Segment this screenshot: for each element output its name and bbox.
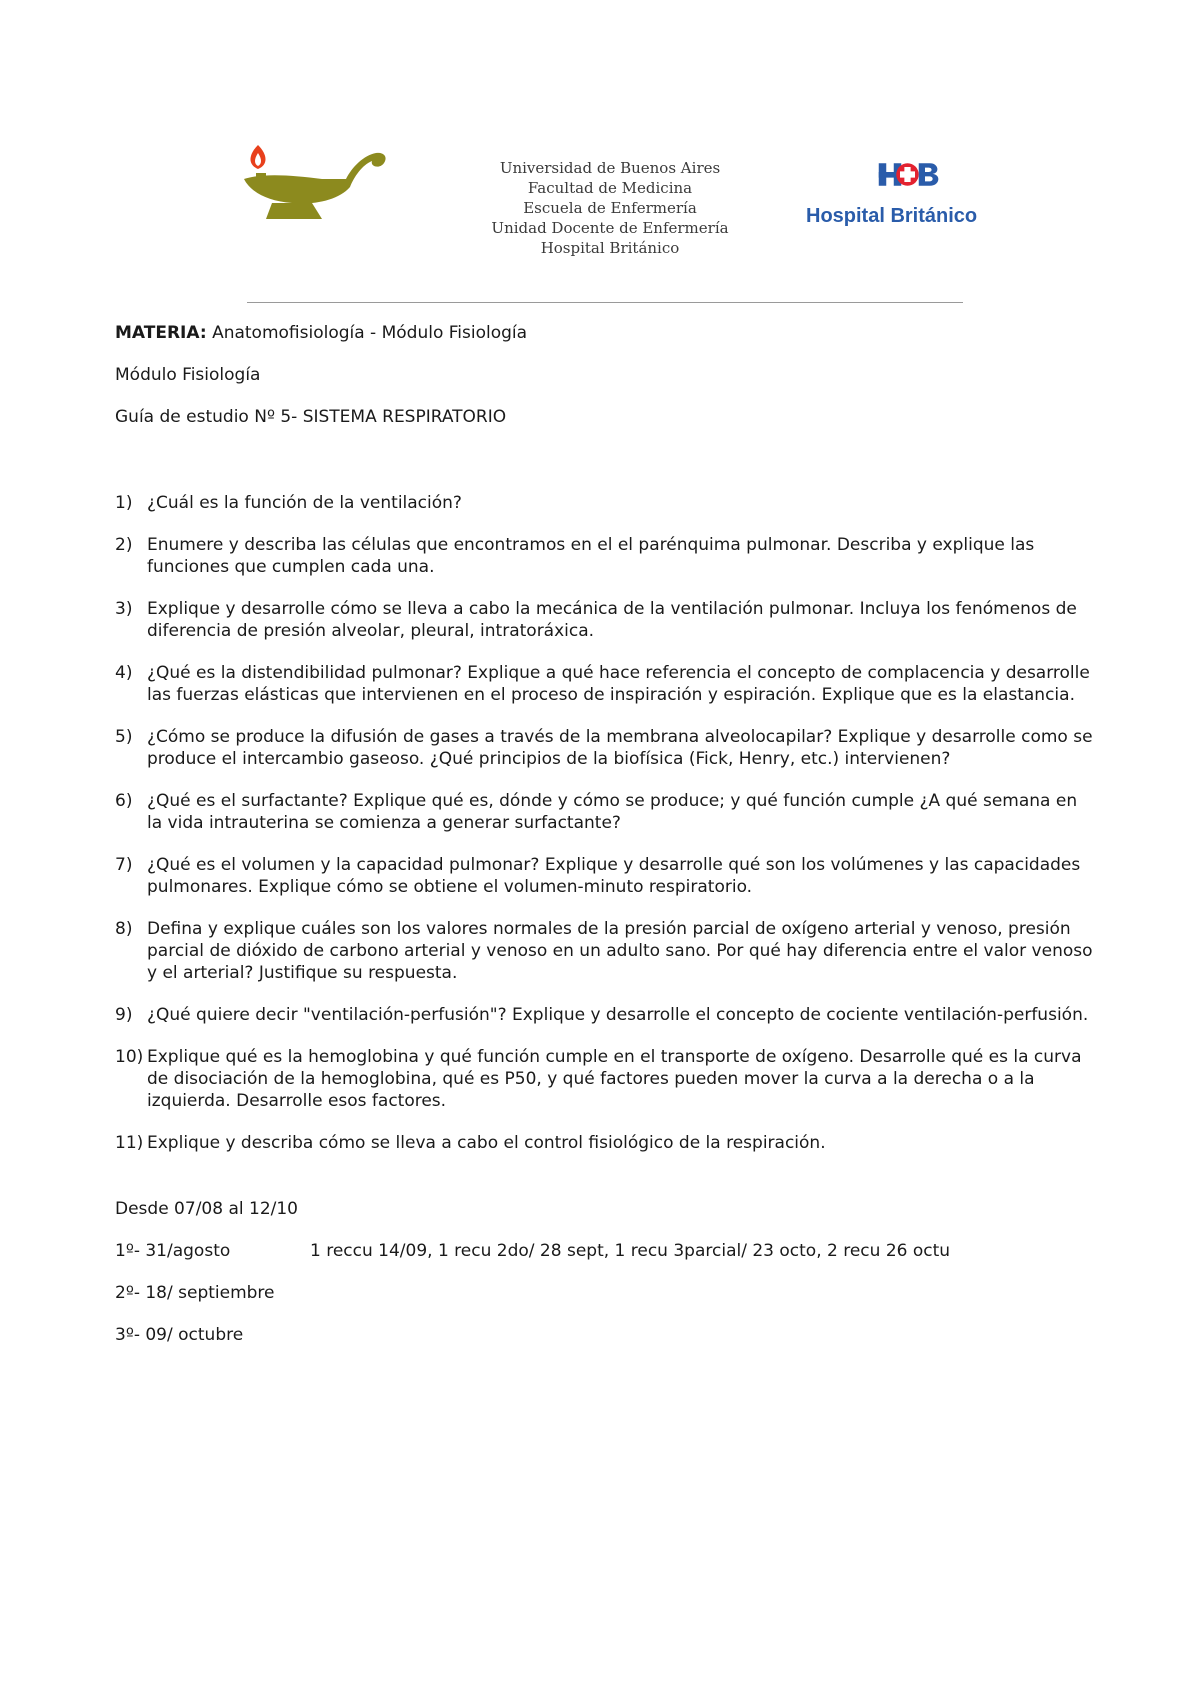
guia-title: Guía de estudio Nº 5- SISTEMA RESPIRATORIO [115,407,507,427]
schedule-note: 1 reccu 14/09, 1 recu 2do/ 28 sept, 1 recu 3parcial/ 23 octo, 2 recu 26 octu [310,1241,951,1261]
question-item [115,726,1095,770]
question-number: 11) [115,1133,144,1153]
question-item [115,1132,1095,1154]
question-text: Defina y explique cuáles son los valores normales de la presión parcial de oxígeno arterial y venoso, presión parcial de dióxido de carbono arterial y venoso en un adulto sano. Por qué hay diferencia entre el valor venoso y el arterial? Justifique su respuesta. [147,919,1093,983]
question-item [115,598,1095,642]
question-number: 4) [115,663,133,683]
university-line: Escuela de Enfermería [523,199,697,217]
question-item [115,790,1095,834]
question-number: 1) [115,493,133,513]
question-number: 7) [115,855,133,875]
question-item [115,534,1095,578]
question-number: 6) [115,791,133,811]
question-item [115,1046,1095,1112]
question-number: 10) [115,1047,144,1067]
question-item [115,1004,1095,1026]
schedule-row [115,1324,1095,1346]
document-body [115,322,1095,1366]
question-number: 5) [115,727,133,747]
question-text: Explique y desarrolle cómo se lleva a cabo la mecánica de la ventilación pulmonar. Incluya los fenómenos de diferencia de presión alveolar, pleural, intratoráxica. [147,599,1077,641]
question-item [115,918,1095,984]
hospital-logo-text: Hospital Británico [806,205,978,227]
dates-intro: Desde 07/08 al 12/10 [115,1199,298,1219]
question-item [115,662,1095,706]
question-text: ¿Qué es el surfactante? Explique qué es, dónde y cómo se produce; y qué función cumple ¿A qué semana en la vida intrauterina se comienza a generar surfactante? [147,791,1078,833]
dates-section [115,1198,1095,1346]
schedule-date: 1º- 31/agosto [115,1241,231,1261]
question-list [115,492,1095,1154]
schedule-date: 3º- 09/ octubre [115,1325,244,1345]
materia-line [115,322,1095,344]
schedule-row [115,1240,1095,1262]
header-divider [247,302,963,303]
question-text: ¿Qué es la distendibilidad pulmonar? Explique a qué hace referencia el concepto de complacencia y desarrolle las fuerzas elásticas que intervienen en el proceso de inspiración y espiración. Explique que es la elastancia. [147,663,1090,705]
modulo-line: Módulo Fisiología [115,365,261,385]
document-header [0,0,1200,320]
question-number: 2) [115,535,133,555]
question-text: Explique qué es la hemoglobina y qué función cumple en el transporte de oxígeno. Desarrolle qué es la curva de disociación de la hemoglobina, qué es P50, y qué factores pueden mover la curva a la derecha o a la izquierda. Desarrolle esos factores. [147,1047,1082,1111]
spacer [115,448,1095,492]
university-line: Universidad de Buenos Aires [499,159,721,177]
university-heading [470,158,750,258]
oil-lamp-logo [242,143,390,233]
question-number: 9) [115,1005,133,1025]
question-item [115,492,1095,514]
university-line: Unidad Docente de Enfermería [491,219,729,237]
schedule-row [115,1282,1095,1304]
materia-value: Anatomofisiología - Módulo Fisiología [212,323,528,343]
question-item [115,854,1095,898]
hospital-britanico-logo [800,162,1020,207]
question-number: 8) [115,919,133,939]
materia-label: MATERIA: [115,323,207,343]
university-line: Facultad de Medicina [527,179,693,197]
question-text: Enumere y describa las células que encontramos en el el parénquima pulmonar. Describa y explique las funciones que cumplen cada una. [147,535,1035,577]
question-text: ¿Cuál es la función de la ventilación? [147,493,462,513]
question-text: Explique y describa cómo se lleva a cabo el control fisiológico de la respiración. [147,1133,826,1153]
question-text: ¿Qué quiere decir "ventilación-perfusión"? Explique y desarrolle el concepto de cociente ventilación-perfusión. [147,1005,1089,1025]
schedule-date: 2º- 18/ septiembre [115,1283,275,1303]
question-number: 3) [115,599,133,619]
university-line: Hospital Británico [540,239,680,257]
question-text: ¿Cómo se produce la difusión de gases a través de la membrana alveolocapilar? Explique y desarrolle como se produce el intercambio gaseoso. ¿Qué principios de la biofísica (Fick, Henry, etc.) intervienen? [147,727,1093,769]
question-text: ¿Qué es el volumen y la capacidad pulmonar? Explique y desarrolle qué son los volúmenes y las capacidades pulmonares. Explique cómo se obtiene el volumen-minuto respiratorio. [147,855,1081,897]
